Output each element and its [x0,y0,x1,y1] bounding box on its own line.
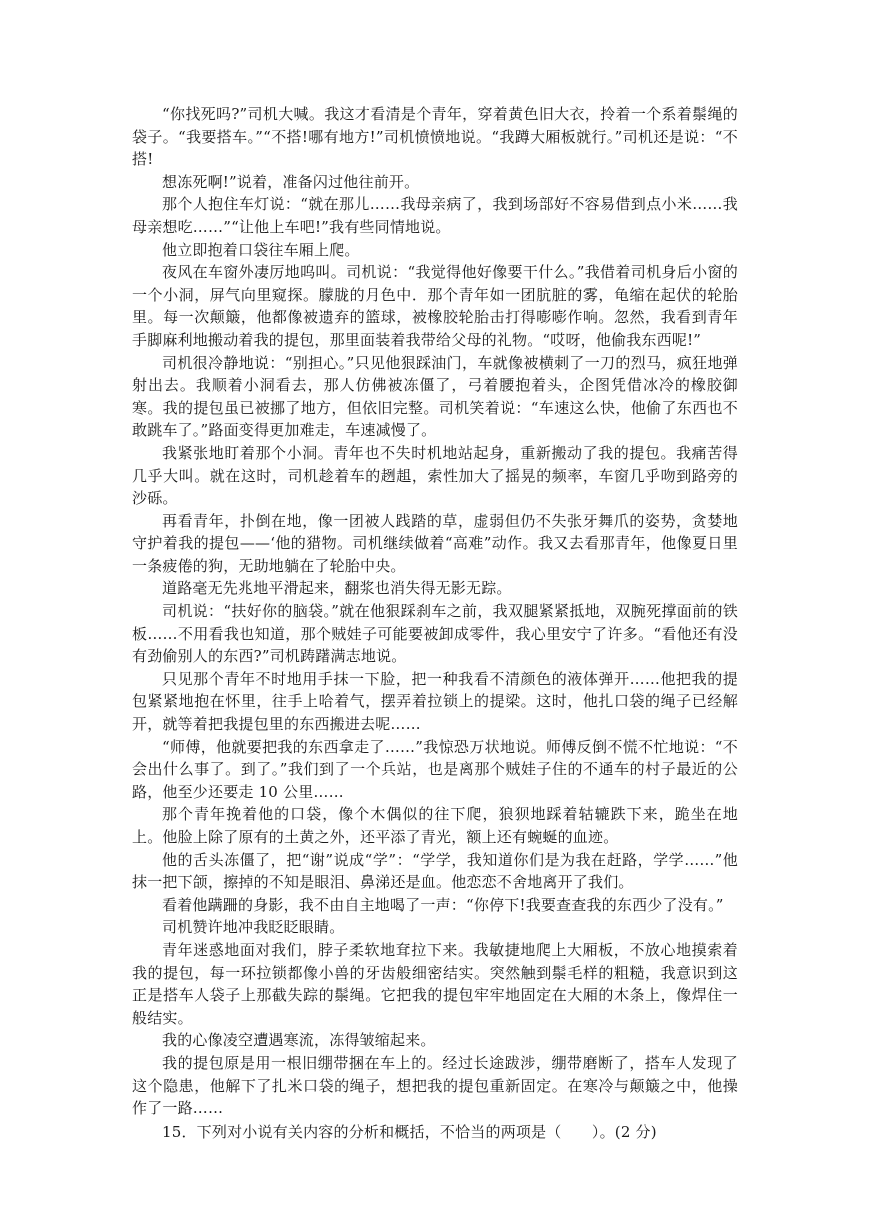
paragraph: 他立即抱着口袋往车厢上爬。 [162,240,360,259]
paragraph: 我的心像凌空遭遇寒流，冻得皱缩起来。 [162,1031,436,1050]
paragraph: 再看青年，扑倒在地，像一团被人践踏的草，虚弱但仍不失张牙舞爪的姿势，贪婪地守护着我的提包——‘他的猎物。司机继续做着“高难”动作。我又去看那青年，他像夏日里一条疲倦的狗，无助地躺在了轮胎中央。 [132,511,738,575]
paragraph: 夜风在车窗外凄厉地呜叫。司机说：“我觉得他好像要干什么。”我借着司机身后小窗的一个小洞，屏气向里窥探。朦胧的月色中．那个青年如一团肮脏的雾，龟缩在起伏的轮胎里。每一次颠簸，他都像被遗弃的篮球，被橡胶轮胎击打得嘭嘭作响。忽然，我看到青年手脚麻利地搬动着我的提包，那里面装着我带给父母的礼物。“哎呀，他偷我东西呢!” [132,263,738,349]
paragraph: 那个人抱住车灯说：“就在那儿……我母亲病了，我到场部好不容易借到点小米……我母亲想吃……”“让他上车吧!”我有些同情地说。 [132,195,738,236]
paragraph: 我紧张地盯着那个小洞。青年也不失时机地站起身，重新搬动了我的提包。我痛苦得几乎大叫。就在这时，司机趁着车的趔趄，索性加大了摇晃的频率，车窗几乎吻到路旁的沙砾。 [132,443,738,508]
paragraph: 青年迷惑地面对我们，脖子柔软地耷拉下来。我敏捷地爬上大厢板，不放心地摸索着我的提包，每一环拉锁都像小兽的牙齿般细密结实。突然触到鬃毛样的粗糙，我意识到这正是搭车人袋子上那截失踪的鬃绳。它把我的提包牢牢地固定在大厢的木条上，像焊住一般结实。 [132,940,738,1027]
paragraph: 只见那个青年不时地用手抹一下脸，把一种我看不清颜色的液体弹开……他把我的提包紧紧地抱在怀里，往手上哈着气，摆弄着拉锁上的提梁。这时，他扎口袋的绳子已经解开，就等着把我提包里的东西搬进去呢…… [132,669,738,734]
document-page [132,103,738,1143]
paragraph: “师傅，他就要把我的东西拿走了……”我惊恐万状地说。师傅反倒不慌不忙地说：“不会出什么事了。到了。”我们到了一个兵站，也是离那个贼娃子住的不通车的村子最近的公路，他至少还要走 10 公里…… [132,737,738,801]
paragraph: 我的提包原是用一根旧绷带捆在车上的。经过长途跋涉，绷带磨断了，搭车人发现了这个隐患，他解下了扎米口袋的绳子，想把我的提包重新固定。在寒冷与颠簸之中，他操作了一路…… [132,1053,738,1118]
paragraph: 想冻死啊!”说着，准备闪过他往前开。 [162,172,420,191]
question-15: 15．下列对小说有关内容的分析和概括，不恰当的两项是（ ）。(2 分) [162,1122,657,1141]
paragraph: 那个青年挽着他的口袋，像个木偶似的往下爬，狼狈地踩着轱辘跌下来，跪坐在地上。他脸上除了原有的土黄之外，还平添了青光，额上还有蜿蜒的血迹。 [132,805,738,846]
paragraph: 看着他蹒跚的身影，我不由自主地喝了一声：“你停下!我要查查我的东西少了没有。” [162,895,724,914]
paragraph: 司机很冷静地说：“别担心。”只见他狠踩油门，车就像被横刺了一刀的烈马，疯狂地弹射出去。我顺着小洞看去，那人仿佛被冻僵了，弓着腰抱着头，企图凭借冰冷的橡胶御寒。我的提包虽已被挪了地方，但依旧完整。司机笑着说：“车速这么快，他偷了东西也不敢跳车了。”路面变得更加难走，车速减慢了。 [132,353,738,440]
paragraph: 司机赞许地冲我眨眨眼睛。 [162,918,345,937]
paragraph: 司机说：“扶好你的脑袋。”就在他狠踩刹车之前，我双腿紧紧抵地，双腕死撑面前的铁板……不用看我也知道，那个贼娃子可能要被卸成零件，我心里安宁了许多。“看他还有没有劲偷别人的东西?”司机踌躇满志地说。 [132,602,738,666]
paragraph: 道路毫无先兆地平滑起来，翻浆也消失得无影无踪。 [162,579,512,598]
paragraph: 他的舌头冻僵了，把“谢”说成“学”：“学学，我知道你们是为我在赶路，学学……”他抹一把下颌，擦掉的不知是眼泪、鼻涕还是血。他恋恋不舍地离开了我们。 [132,850,738,892]
paragraph: “你找死吗?”司机大喊。我这才看清是个青年，穿着黄色旧大衣，拎着一个系着鬃绳的袋子。“我要搭车。”“不搭!哪有地方!”司机愤愤地说。“我蹲大厢板就行。”司机还是说：“不搭! [132,105,738,169]
